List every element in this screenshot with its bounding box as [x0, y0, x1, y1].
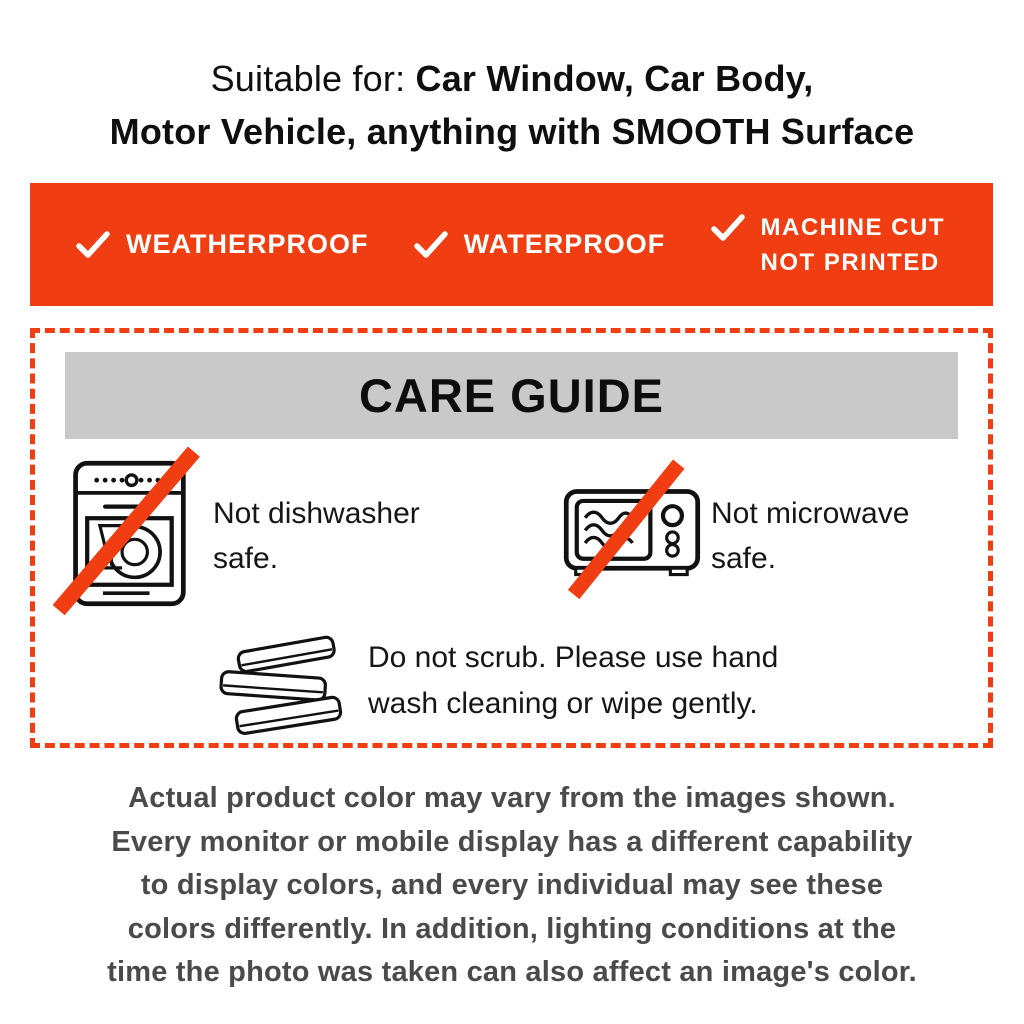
disclaimer-line: Every monitor or mobile display has a different capability: [111, 825, 913, 858]
care-guide-title: CARE GUIDE: [358, 369, 665, 422]
feature-machine-cut: [711, 210, 946, 280]
feature-label: WATERPROOF: [463, 229, 666, 259]
care-item-line2: safe.: [711, 542, 777, 575]
heading-line1-bold: Car Window, Car Body,: [415, 58, 814, 99]
care-item-microwave-text: [711, 491, 909, 581]
disclaimer-line: to display colors, and every individual may see these: [140, 869, 884, 901]
care-item-line1: Do not scrub. Please use hand: [368, 641, 779, 674]
feature-label-line1: MACHINE CUT: [760, 213, 945, 241]
feature-label-line2: NOT PRINTED: [760, 248, 940, 276]
care-item-line2: safe.: [213, 542, 279, 575]
care-guide-box: [30, 328, 993, 748]
heading-line-2: Motor Vehicle, anything with SMOOTH Surface: [109, 111, 915, 152]
feature-label: WEATHERPROOF: [126, 229, 369, 259]
heading-prefix: Suitable for:: [210, 58, 416, 99]
feature-weatherproof: [76, 229, 369, 260]
check-icon: [711, 214, 745, 242]
heading-line-1: [0, 52, 1024, 105]
disclaimer-line: colors differently. In addition, lighting conditions at the: [127, 912, 897, 945]
feature-waterproof: [414, 229, 666, 260]
care-guide-title-band: [65, 352, 958, 439]
care-item-line2: wash cleaning or wipe gently.: [368, 687, 758, 720]
care-item-scrub-text: [368, 635, 778, 727]
disclaimer-line: time the photo was taken can also affect an image's color.: [107, 956, 917, 988]
disclaimer-line: Actual product color may vary from the images shown.: [128, 782, 896, 814]
check-icon: [414, 231, 448, 259]
care-item-line1: Not dishwasher: [213, 497, 420, 530]
microwave-crossed-icon: [561, 483, 704, 583]
check-icon: [76, 231, 110, 259]
sponge-stack-icon: [213, 631, 353, 741]
suitability-heading: [0, 52, 1024, 158]
care-item-line1: Not microwave: [711, 497, 910, 530]
dishwasher-crossed-icon: [63, 458, 198, 608]
care-item-dishwasher-text: [213, 491, 420, 581]
color-disclaimer: [0, 777, 1024, 995]
feature-banner: [30, 183, 993, 306]
